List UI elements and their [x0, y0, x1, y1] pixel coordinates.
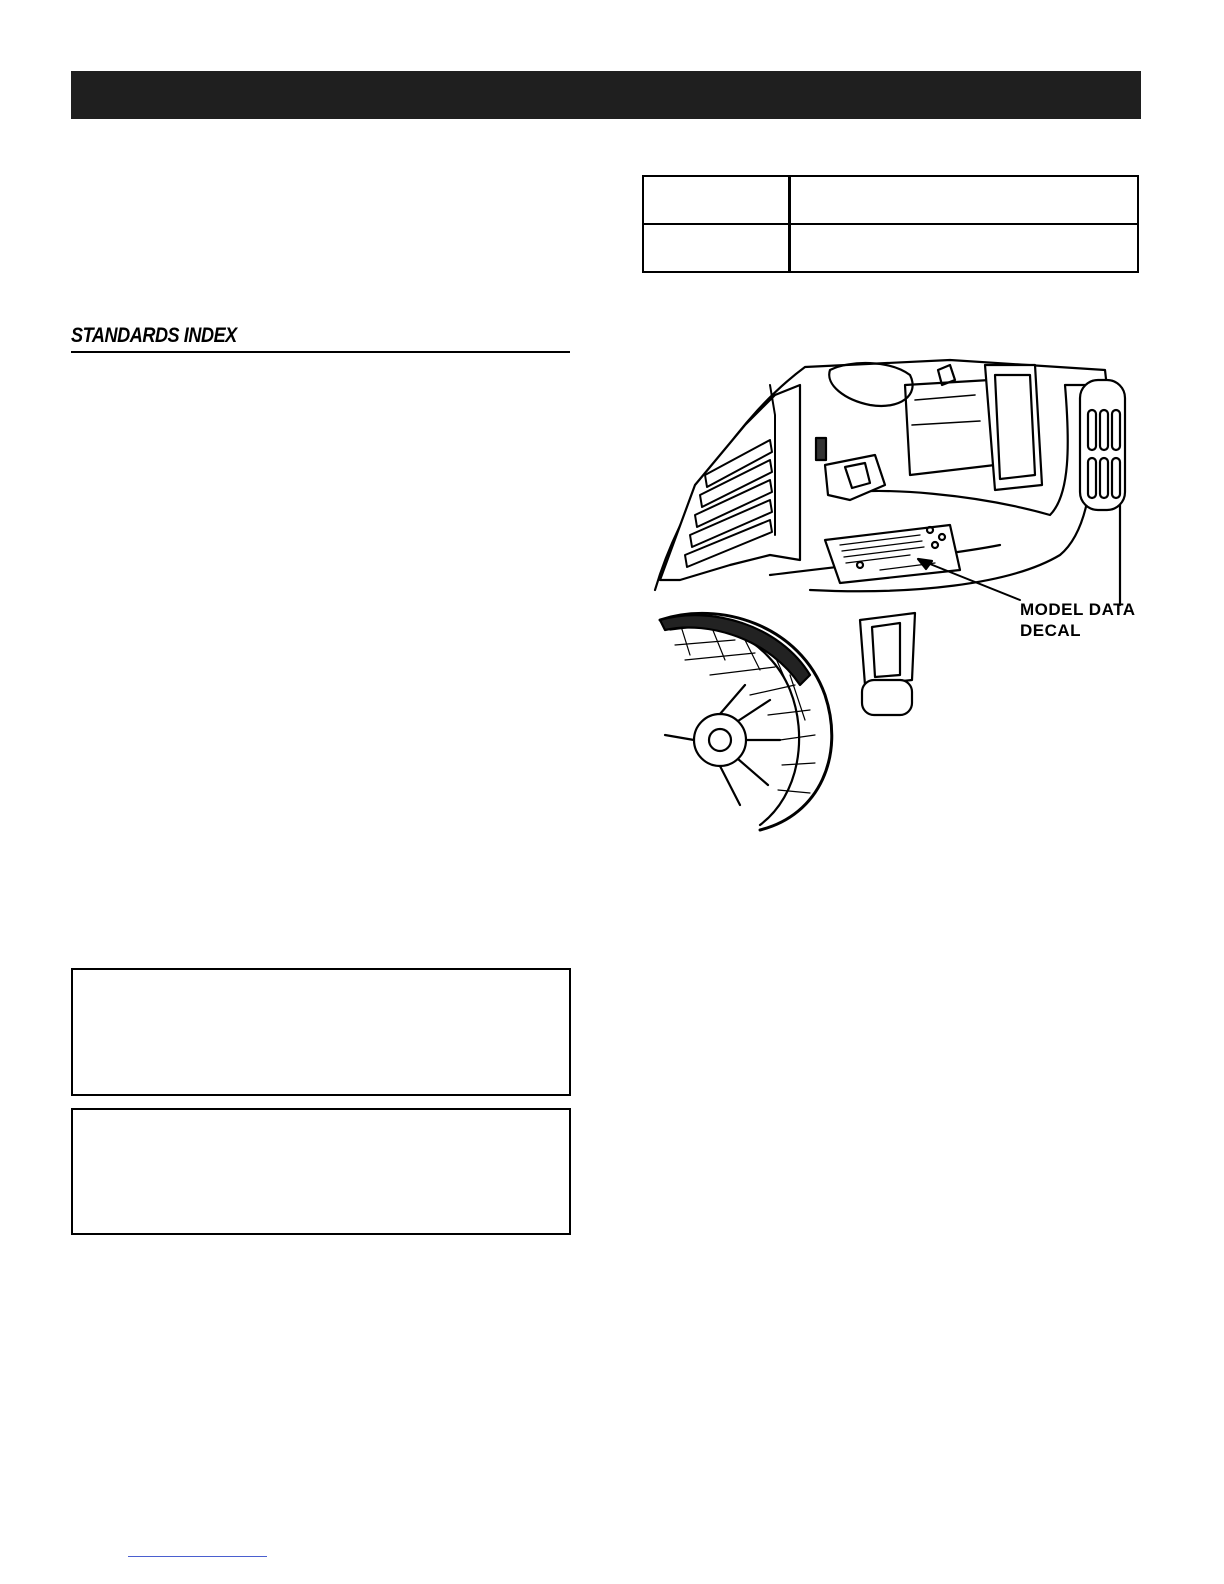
standards-index-heading: STANDARDS INDEX	[71, 324, 237, 347]
notice-box-2	[71, 1108, 571, 1235]
model-value-cell[interactable]	[790, 176, 1139, 224]
notice-box-1	[71, 968, 571, 1096]
generator-decal-illustration	[650, 355, 1140, 835]
table-row	[643, 176, 1138, 224]
model-label-cell	[643, 176, 790, 224]
callout-line-1: MODEL DATA	[1020, 600, 1136, 619]
table-row	[643, 224, 1138, 272]
model-serial-table	[642, 175, 1139, 273]
serial-value-cell[interactable]	[790, 224, 1139, 272]
callout-line-2: DECAL	[1020, 621, 1082, 640]
model-data-decal-callout	[1020, 599, 1136, 641]
section-header-bar	[71, 71, 1141, 119]
heading-underline	[71, 351, 570, 353]
footer-link-underline[interactable]	[128, 1556, 267, 1557]
serial-label-cell	[643, 224, 790, 272]
